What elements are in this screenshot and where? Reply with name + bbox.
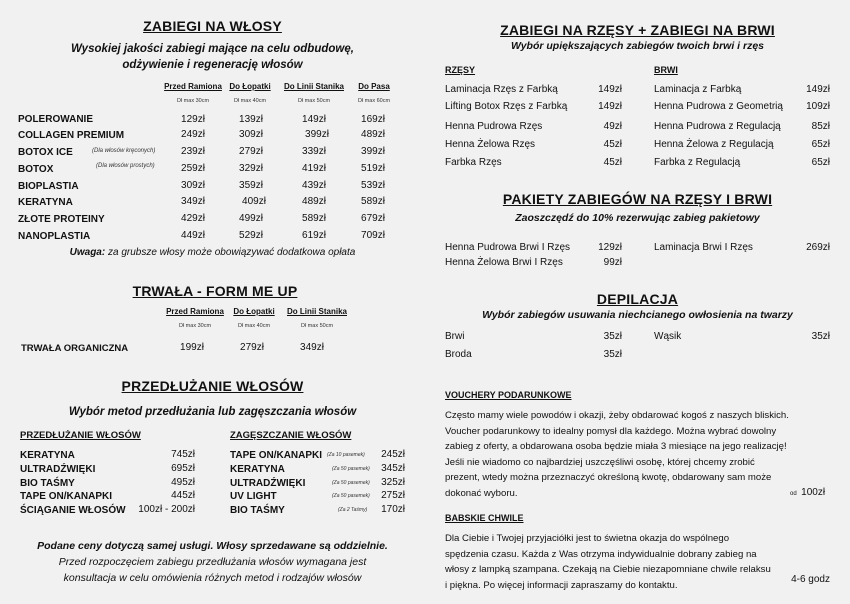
ext-item-price: 695zł xyxy=(171,463,195,474)
ladies-title: BABSKIE CHWILE xyxy=(445,513,524,523)
ext-item-name: ŚCIĄGANIE WŁOSÓW xyxy=(20,505,126,516)
hair-col-header: Przed Ramiona xyxy=(164,82,222,91)
vouchers-price xyxy=(790,482,825,500)
hair-col-header: Do Pasa xyxy=(358,82,390,91)
perm-title: TRWAŁA - FORM ME UP xyxy=(132,283,298,299)
hair-row-note: (Dla włosów prostych) xyxy=(96,163,155,169)
package-item-price: 129zł xyxy=(598,242,622,253)
depil-item-name: Wąsik xyxy=(654,331,682,342)
ext-title: PRZEDŁUŻANIE WŁOSÓW xyxy=(121,378,304,394)
package-item-name: Laminacja Brwi I Rzęs xyxy=(654,242,753,253)
hair-price: 399zł xyxy=(361,146,385,157)
package-item-name: Henna Żelowa Brwi I Rzęs xyxy=(445,257,563,268)
lash-item-name: Laminacja Rzęs z Farbką xyxy=(445,84,558,95)
ext-item-price: 325zł xyxy=(381,477,405,488)
hair-price: 489zł xyxy=(302,196,326,207)
hair-price: 309zł xyxy=(181,180,205,191)
hair-warning-text: za grubsze włosy może obowiązywać dodatkowa opłata xyxy=(107,247,356,258)
package-item-price: 99zł xyxy=(603,257,622,268)
depil-subtitle: Wybór zabiegów usuwania niechcianego owłosienia na twarzy xyxy=(482,309,793,321)
hair-price: 709zł xyxy=(361,230,385,241)
ext-footer-line1: Podane ceny dotyczą samej usługi. Włosy sprzedawane są oddzielnie. xyxy=(37,540,388,552)
hair-row-name: ZŁOTE PROTEINY xyxy=(18,214,105,225)
ext-item-name: BIO TAŚMY xyxy=(230,505,285,516)
hair-price: 499zł xyxy=(239,213,263,224)
hair-price: 309zł xyxy=(239,129,263,140)
depil-item-price: 35zł xyxy=(603,331,622,342)
hair-col-header: Do Łopatki xyxy=(229,82,271,91)
brow-item-price: 149zł xyxy=(806,84,830,95)
perm-price: 199zł xyxy=(180,342,204,353)
ext-item-price: 445zł xyxy=(171,490,195,501)
brow-item-name: Henna Pudrowa z Geometrią xyxy=(654,101,783,112)
hair-price: 419zł xyxy=(302,163,326,174)
hair-subtitle-line2: odżywienie i regenerację włosów xyxy=(122,59,303,71)
depil-item-price: 35zł xyxy=(811,331,830,342)
hair-col-note: Dł max 30cm xyxy=(176,98,210,104)
ladies-text: Dla Ciebie i Twojej przyjaciółki jest to świetna okazja do wspólnego spędzenia czasu. Każda z Was otrzyma indywidualnie dobrany zabieg na włosy z lampką szampana. Czekają na Ciebie niezapomniane chwile relaksu i piękna. Po więcej informacji zapraszamy do kontaktu. xyxy=(445,533,771,591)
hair-price: 679zł xyxy=(361,213,385,224)
hair-row-note: (Dla włosów kręconych) xyxy=(92,148,156,154)
perm-col-header: Do Łopatki xyxy=(233,307,275,316)
hair-title: ZABIEGI NA WŁOSY xyxy=(143,18,282,34)
ext-item-price: 275zł xyxy=(381,490,405,501)
hair-price: 619zł xyxy=(302,230,326,241)
ext-item-note: (Za 50 pasemek) xyxy=(332,466,370,472)
ext-item-price: 170zł xyxy=(381,504,405,515)
hair-price: 129zł xyxy=(181,114,205,125)
lash-item-price: 45zł xyxy=(603,157,622,168)
brow-item-name: Henna Żelowa z Regulacją xyxy=(654,139,774,150)
hair-price: 349zł xyxy=(181,196,205,207)
hair-row-name: POLEROWANIE xyxy=(18,114,94,125)
hair-row-name: BOTOX xyxy=(18,164,54,175)
vouchers-text: Często mamy wiele powodów i okazji, żeby obdarować kogoś z naszych bliskich. Voucher podarunkowy to idealny pomysł dla każdego. Można wybrać dowolny zabieg z oferty, a obdarowana osoba będzie miała 3 miesiące na jego realizację! Jeśli nie wiadomo co najbardziej uszczęśliwi osobę, której chcemy zrobić prezent, wtedy można przeznaczyć określoną kwotę, obdarowany sam może dokonać wyboru. xyxy=(445,410,789,499)
brow-item-name: Henna Pudrowa z Regulacją xyxy=(654,121,781,132)
hair-price: 139zł xyxy=(239,114,263,125)
lash-item-price: 149zł xyxy=(598,84,622,95)
ext-item-note: (Za 50 pasemek) xyxy=(332,493,370,499)
hair-col-header: Do Linii Stanika xyxy=(283,82,344,91)
hair-row-name: NANOPLASTIA xyxy=(18,231,91,242)
lash-title: ZABIEGI NA RZĘSY + ZABIEGI NA BRWI xyxy=(500,22,775,38)
depil-item-name: Broda xyxy=(445,349,472,360)
hair-price: 429zł xyxy=(181,213,205,224)
package-item-name: Henna Pudrowa Brwi I Rzęs xyxy=(445,242,571,253)
perm-price: 349zł xyxy=(300,342,324,353)
lash-item-price: 149zł xyxy=(598,101,622,112)
brow-item-price: 85zł xyxy=(811,121,830,132)
vouchers-price-value: 100zł xyxy=(801,487,826,498)
hair-col-note: Dł max 40cm xyxy=(233,98,267,104)
brow-item-price: 109zł xyxy=(806,101,830,112)
perm-row-name: TRWAŁA ORGANICZNA xyxy=(21,343,129,354)
ext-item-note: (Za 2 Taśmy) xyxy=(338,507,368,513)
hair-subtitle-line1: Wysokiej jakości zabiegi mające na celu odbudowę, xyxy=(71,43,354,55)
ext-item-name: KERATYNA xyxy=(230,464,285,475)
lash-item-name: Farbka Rzęs xyxy=(445,157,502,168)
hair-price: 409zł xyxy=(242,196,266,207)
hair-warning xyxy=(0,247,425,258)
ext-item-price: 345zł xyxy=(381,463,405,474)
perm-col-note: Dł max 30cm xyxy=(178,323,212,329)
ext-item-price: 745zł xyxy=(171,449,195,460)
hair-price: 589zł xyxy=(302,213,326,224)
ext-item-name: ULTRADŹWIĘKI xyxy=(230,478,306,489)
hair-row-name: KERATYNA xyxy=(18,197,73,208)
packages-title: PAKIETY ZABIEGÓW NA RZĘSY I BRWI xyxy=(502,191,773,207)
hair-price: 249zł xyxy=(181,129,205,140)
hair-price: 279zł xyxy=(239,146,263,157)
perm-col-header: Przed Ramiona xyxy=(166,307,224,316)
hair-price: 399zł xyxy=(305,129,329,140)
hair-col-note: Dł max 60cm xyxy=(357,98,391,104)
ext-item-name: BIO TAŚMY xyxy=(20,478,75,489)
brow-item-price: 65zł xyxy=(811,139,830,150)
hair-row-name: BIOPLASTIA xyxy=(18,181,79,192)
packages-subtitle: Zaoszczędź do 10% rezerwując zabieg pakietowy xyxy=(515,212,760,224)
ext-right-header: ZAGĘSZCZANIE WŁOSÓW xyxy=(230,430,352,441)
vouchers-price-prefix: od xyxy=(790,491,797,497)
hair-price: 519zł xyxy=(361,163,385,174)
depil-title: DEPILACJA xyxy=(596,291,679,307)
lash-item-name: Henna Żelowa Rzęs xyxy=(445,139,536,150)
ext-item-name: UV LIGHT xyxy=(230,491,277,502)
perm-col-note: Dł max 40cm xyxy=(237,323,271,329)
ext-item-note: (Za 50 pasemek) xyxy=(332,480,370,486)
perm-col-note: Dł max 50cm xyxy=(300,323,334,329)
hair-price: 589zł xyxy=(361,196,385,207)
hair-col-note: Dł max 50cm xyxy=(297,98,331,104)
lash-subtitle: Wybór upiększających zabiegów twoich brwi i rzęs xyxy=(510,40,765,52)
hair-price: 259zł xyxy=(181,163,205,174)
hair-price: 359zł xyxy=(239,180,263,191)
hair-price: 149zł xyxy=(302,114,326,125)
ext-item-price: 495zł xyxy=(171,477,195,488)
ext-item-name: TAPE ON/KANAPKI xyxy=(20,491,113,502)
brow-item-name: Laminacja z Farbką xyxy=(654,84,742,95)
hair-price: 529zł xyxy=(239,230,263,241)
hair-price: 449zł xyxy=(181,230,205,241)
lash-item-name: Lifting Botox Rzęs z Farbką xyxy=(445,101,568,112)
hair-price: 539zł xyxy=(361,180,385,191)
brow-item-name: Farbka z Regulacją xyxy=(654,157,741,168)
lash-item-price: 45zł xyxy=(603,139,622,150)
lash-right-header: BRWI xyxy=(654,65,678,75)
ext-left-header: PRZEDŁUŻANIE WŁOSÓW xyxy=(20,430,141,441)
lash-item-price: 49zł xyxy=(603,121,622,132)
lash-item-name: Henna Pudrowa Rzęs xyxy=(445,121,543,132)
depil-item-price: 35zł xyxy=(603,349,622,360)
hair-row-name: BOTOX ICE xyxy=(18,147,73,158)
hair-price: 339zł xyxy=(302,146,326,157)
ext-item-note: (Za 10 pasemek) xyxy=(327,452,365,458)
ext-item-name: TAPE ON/KANAPKI xyxy=(230,450,323,461)
hair-price: 169zł xyxy=(361,114,385,125)
hair-warning-label: Uwaga: xyxy=(69,247,106,258)
hair-price: 439zł xyxy=(302,180,326,191)
package-item-price: 269zł xyxy=(806,242,830,253)
depil-item-name: Brwi xyxy=(445,331,465,342)
ext-footer-line3: konsultacja w celu omówienia różnych metod i rodzajów włosów xyxy=(63,572,362,584)
ext-footer-line2: Przed rozpoczęciem zabiegu przedłużania włosów wymagana jest xyxy=(58,556,367,568)
perm-price: 279zł xyxy=(240,342,264,353)
brow-item-price: 65zł xyxy=(811,157,830,168)
ext-item-price: 245zł xyxy=(381,449,405,460)
ext-item-price: 100zł - 200zł xyxy=(138,504,195,515)
perm-col-header: Do Linii Stanika xyxy=(286,307,347,316)
ladies-duration: 4-6 godz xyxy=(791,574,830,585)
lash-left-header: RZĘSY xyxy=(445,65,476,75)
hair-price: 239zł xyxy=(181,146,205,157)
vouchers-title: VOUCHERY PODARUNKOWE xyxy=(445,390,572,400)
hair-row-name: COLLAGEN PREMIUM xyxy=(18,130,125,141)
ext-item-name: ULTRADŹWIĘKI xyxy=(20,464,96,475)
ext-item-name: KERATYNA xyxy=(20,450,75,461)
ext-subtitle: Wybór metod przedłużania lub zagęszczania włosów xyxy=(68,406,357,418)
hair-price: 489zł xyxy=(361,129,385,140)
hair-price: 329zł xyxy=(239,163,263,174)
